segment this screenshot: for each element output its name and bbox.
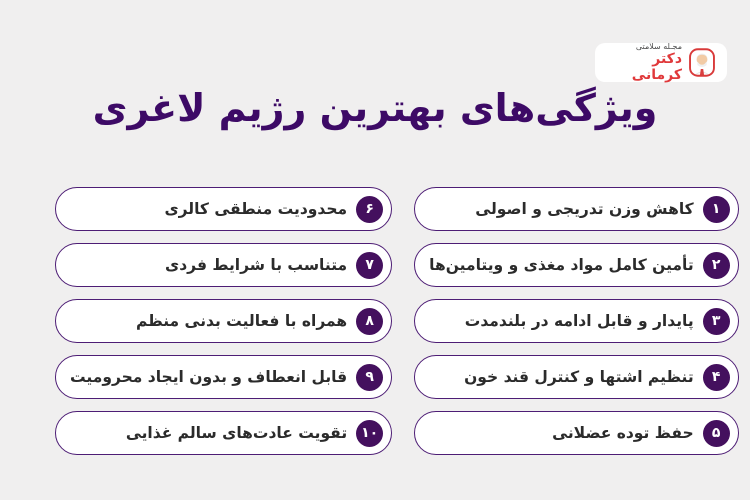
feature-pill-1 [414, 187, 739, 231]
feature-pill-10 [55, 411, 392, 455]
features-column-left [55, 187, 392, 455]
doctor-avatar-icon [689, 48, 715, 77]
magazine-label: مجـله سلامتی [635, 41, 682, 51]
feature-pill-3 [414, 299, 739, 343]
item-label: کاهش وزن تدریجی و اصولی [475, 200, 694, 218]
item-number-badge: ۴ [703, 364, 730, 391]
item-number-badge: ۶ [356, 196, 383, 223]
item-label: تنظیم اشتها و کنترل قند خون [464, 368, 694, 386]
page-title: ویژگی‌های بهترین رژیم لاغری [92, 86, 658, 130]
item-label: تأمین کامل مواد مغذی و ویتامین‌ها [429, 256, 694, 274]
item-label: پایدار و قابل ادامه در بلندمدت [464, 312, 694, 330]
feature-pill-7 [55, 243, 392, 287]
item-number-badge: ۳ [703, 308, 730, 335]
item-label: حفظ توده عضلانی [552, 424, 694, 442]
features-column-right [414, 187, 739, 455]
item-number-badge: ۹ [356, 364, 383, 391]
item-label: همراه با فعالیت بدنی منظم [135, 312, 348, 330]
feature-pill-8 [55, 299, 392, 343]
item-number-badge: ۱ [703, 196, 730, 223]
brand-logo-text [609, 42, 682, 83]
feature-pill-5 [414, 411, 739, 455]
feature-pill-4 [414, 355, 739, 399]
item-label: محدودیت منطقی کالری [164, 200, 348, 218]
item-number-badge: ۸ [356, 308, 383, 335]
brand-logo-card [595, 43, 727, 82]
features-grid [55, 187, 721, 455]
item-number-badge: ۷ [356, 252, 383, 279]
item-number-badge: ۵ [703, 420, 730, 447]
item-label: قابل انعطاف و بدون ایجاد محرومیت [70, 368, 348, 386]
feature-pill-9 [55, 355, 392, 399]
item-number-badge: ۱۰ [356, 420, 383, 447]
item-number-badge: ۲ [703, 252, 730, 279]
item-label: متناسب با شرایط فردی [165, 256, 348, 274]
feature-pill-6 [55, 187, 392, 231]
item-label: تقویت عادت‌های سالم غذایی [125, 424, 348, 442]
brand-name-label: دکتر کرمانی [631, 51, 682, 84]
feature-pill-2 [414, 243, 739, 287]
